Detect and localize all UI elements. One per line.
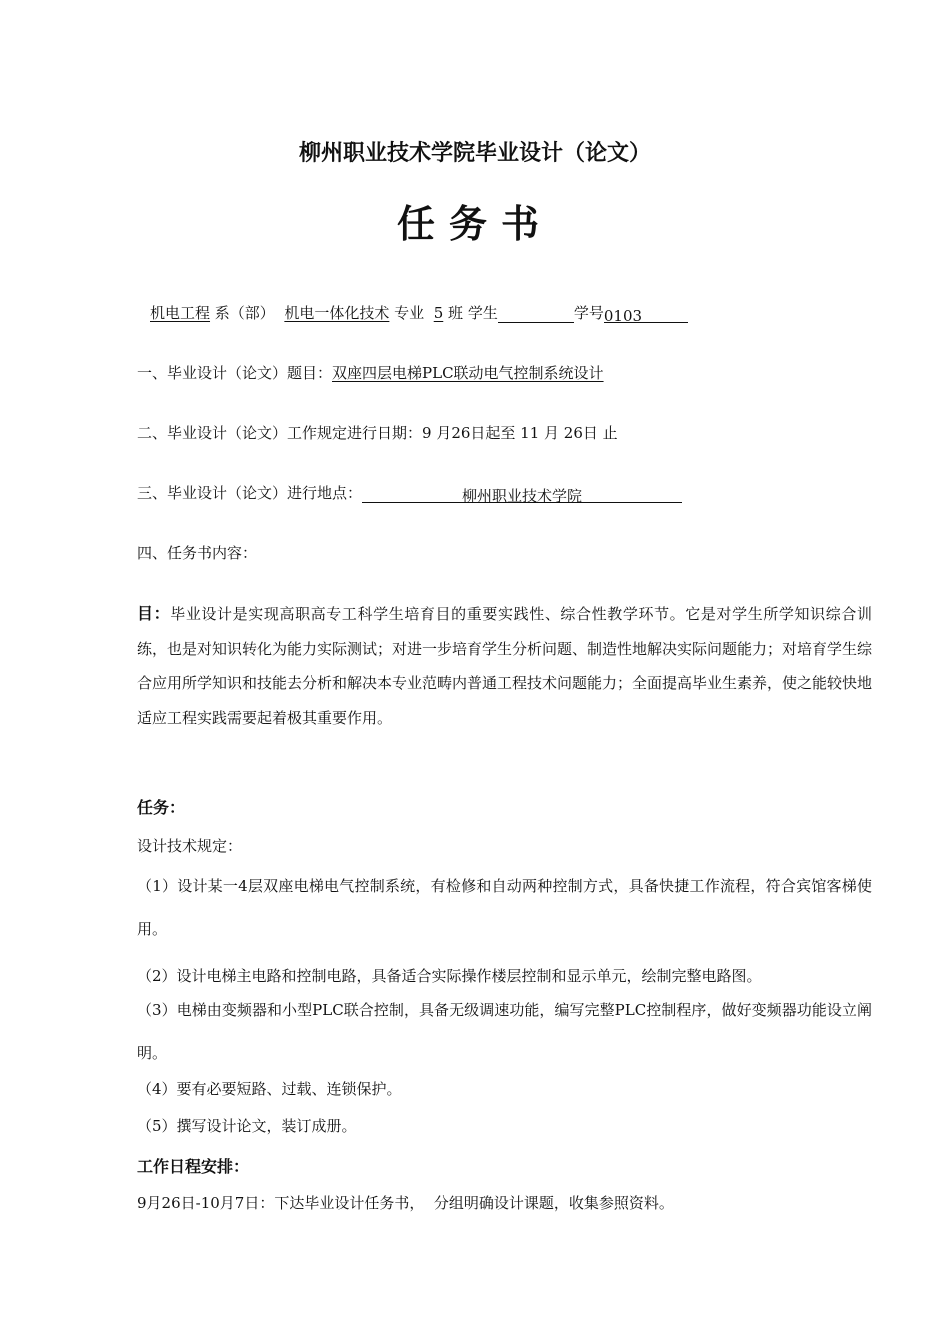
task-heading: 任务：	[137, 798, 186, 817]
department-value: 机电工程	[150, 304, 211, 322]
task-intro: 设计技术规定：	[137, 837, 243, 855]
content-label: 四、任务书内容：	[137, 544, 258, 562]
id-label: 学号	[573, 304, 604, 322]
purpose-text: 毕业设计是实现高职高专工科学生培育目的重要实践性、综合性教学环节。它是对学生所学知识综合训练，也是对知识转化为能力实际测试；对进一步培育学生分析问题、制造性地解决实际问题能力；对培育学生综合应用所学知识和技能去分析和解决本专业范畴内普通工程技术问题能力；全面提高毕业生素养，使之能较快地适应工程实践需要起着极其重要作用。	[137, 605, 873, 727]
task-item: （5）撰写设计论文，装订成册。	[137, 1117, 357, 1135]
topic-label: 一、毕业设计（论文）题目：	[137, 364, 333, 382]
place-line	[137, 483, 682, 503]
task-item: （4）要有必要短路、过载、连锁保护。	[137, 1080, 402, 1098]
class-value: 5	[433, 304, 444, 322]
place-value: 柳州职业技术学院	[362, 486, 682, 503]
document-title: 柳州职业技术学院毕业设计（论文）	[298, 140, 651, 166]
place-label: 三、毕业设计（论文）进行地点：	[137, 484, 363, 502]
topic-line	[137, 363, 604, 383]
purpose-paragraph	[137, 597, 872, 735]
schedule-heading: 工作日程安排：	[137, 1157, 250, 1176]
schedule-item: 9月26日-10月7日：下达毕业设计任务书， 分组明确设计课题，收集参照资料。	[137, 1194, 674, 1212]
major-value: 机电一体化技术	[284, 304, 390, 322]
purpose-label: 目：	[137, 604, 171, 623]
info-line	[150, 303, 688, 323]
class-label: 班	[448, 304, 464, 322]
date-line: 二、毕业设计（论文）工作规定进行日期：9 月26日起至 11 月 26日 止	[137, 424, 618, 442]
topic-value: 双座四层电梯PLC联动电气控制系统设计	[332, 364, 604, 382]
student-label: 学生	[467, 304, 498, 322]
task-item: （1）设计某一4层双座电梯电气控制系统，有检修和自动两种控制方式，具备快捷工作流程，符合宾馆客梯使用。	[137, 877, 872, 938]
department-label: 系（部）	[214, 304, 275, 322]
task-item: （3）电梯由变频器和小型PLC联合控制，具备无级调速功能，编写完整PLC控制程序，做好变频器功能设立阐明。	[137, 1001, 872, 1062]
student-blank	[498, 306, 574, 323]
id-value: 0103	[604, 306, 688, 323]
major-label: 专业	[394, 304, 425, 322]
document-subtitle: 任务书	[396, 201, 553, 246]
task-item: （2）设计电梯主电路和控制电路，具备适合实际操作楼层控制和显示单元，绘制完整电路图。	[137, 967, 762, 985]
